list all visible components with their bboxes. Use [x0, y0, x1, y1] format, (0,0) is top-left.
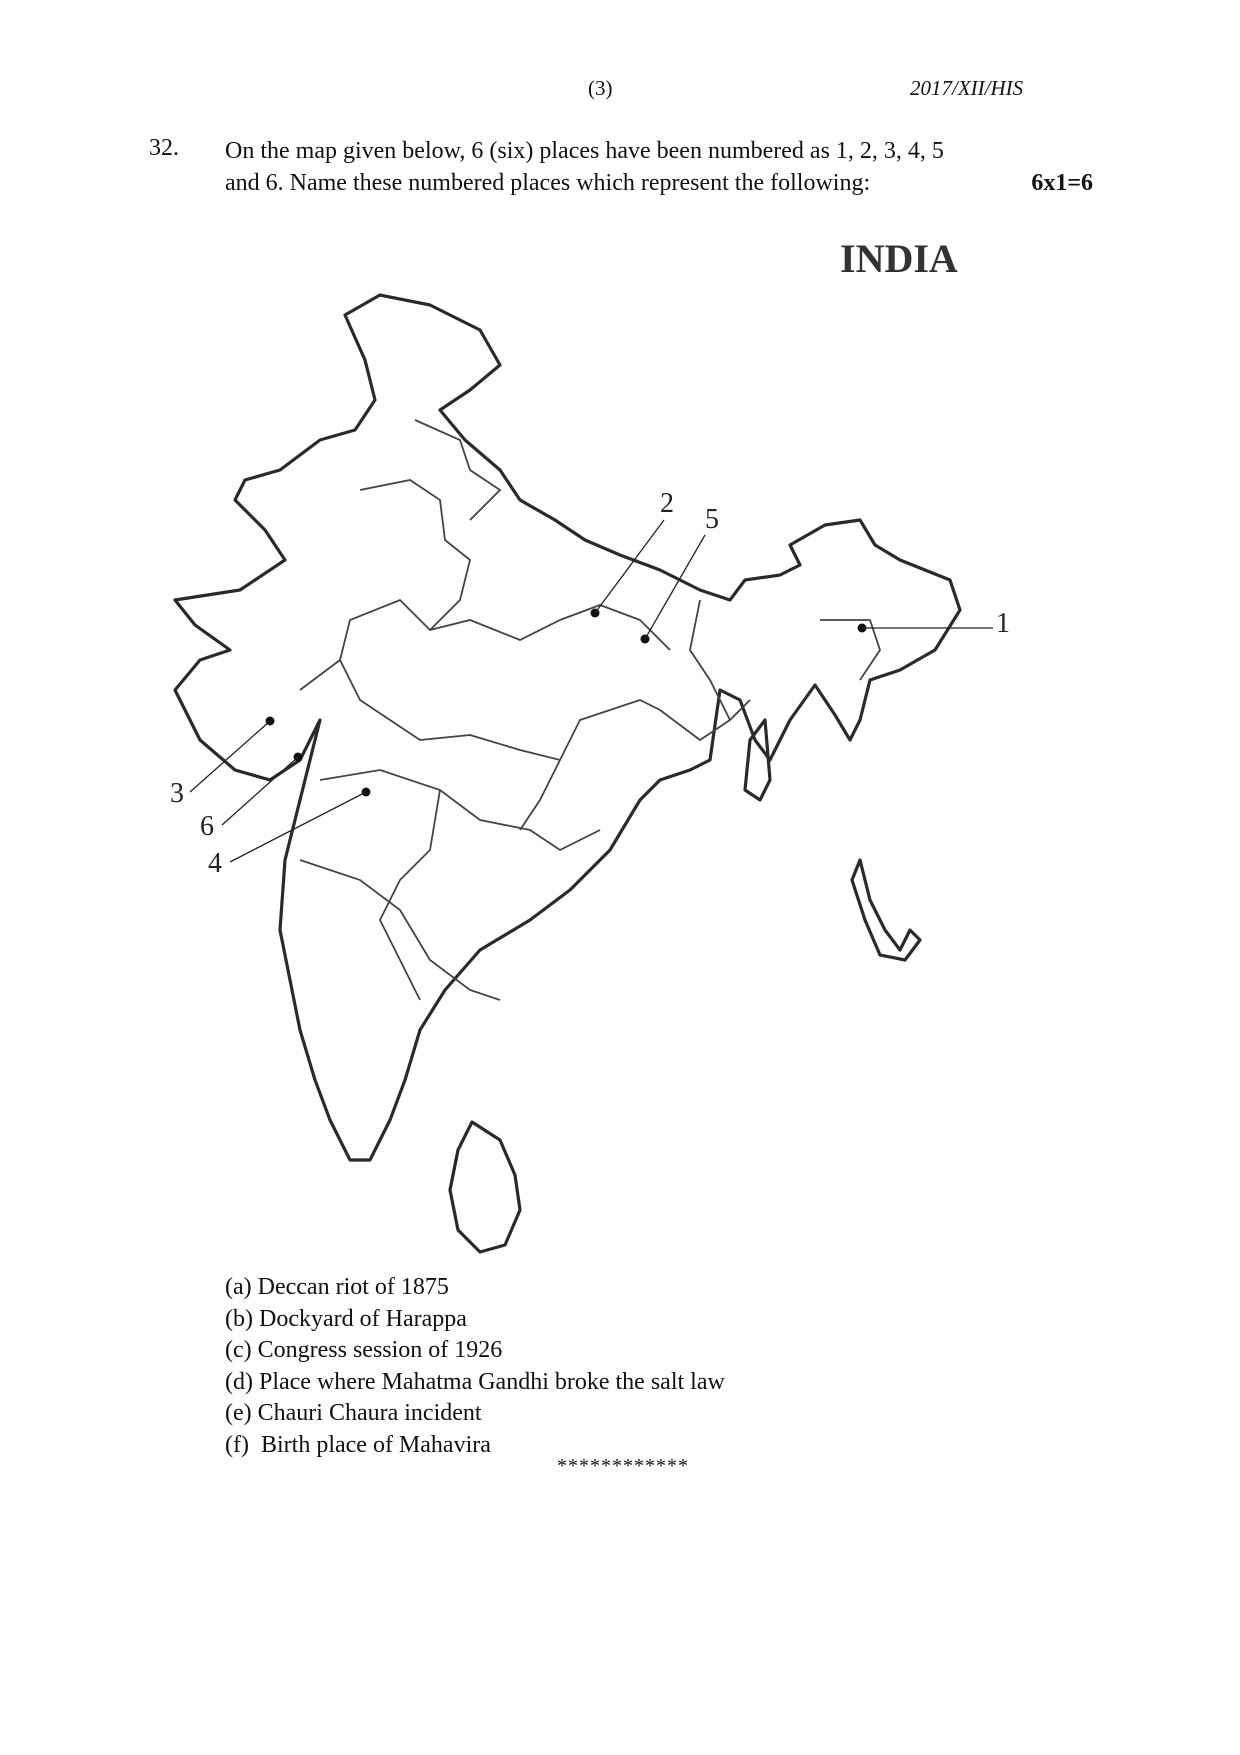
marker-label-6: 6 — [200, 811, 214, 842]
marks-allocation: 6x1=6 — [1031, 170, 1093, 196]
paper-code: 2017/XII/HIS — [910, 76, 1024, 100]
marker-dots — [266, 609, 867, 797]
end-of-paper-stars: ************ — [557, 1455, 689, 1477]
leader-line-3 — [190, 721, 270, 792]
option-f: (f) Birth place of Mahavira — [225, 1431, 491, 1458]
answer-options-list — [225, 1272, 725, 1461]
option-d: (d) Place where Mahatma Gandhi broke the salt law — [225, 1368, 725, 1395]
question-line-2: and 6. Name these numbered places which represent the following: — [225, 170, 871, 196]
map-title: INDIA — [840, 236, 958, 281]
state-boundaries — [300, 420, 880, 1000]
option-c: (c) Congress session of 1926 — [225, 1337, 503, 1363]
marker-label-2: 2 — [660, 488, 674, 519]
option-a: (a) Deccan riot of 1875 — [225, 1274, 449, 1300]
marker-label-5: 5 — [705, 504, 719, 535]
question-number: 32. — [149, 135, 179, 161]
marker-label-1: 1 — [996, 608, 1010, 639]
india-boundary — [175, 295, 960, 1252]
marker-label-3: 3 — [170, 778, 184, 809]
marker-label-4: 4 — [208, 848, 222, 879]
page-number: (3) — [588, 76, 613, 100]
leader-lines — [190, 520, 993, 862]
option-e: (e) Chauri Chaura incident — [225, 1400, 482, 1426]
option-b: (b) Dockyard of Harappa — [225, 1305, 467, 1332]
question-line-1: On the map given below, 6 (six) places have been numbered as 1, 2, 3, 4, 5 — [225, 138, 944, 164]
